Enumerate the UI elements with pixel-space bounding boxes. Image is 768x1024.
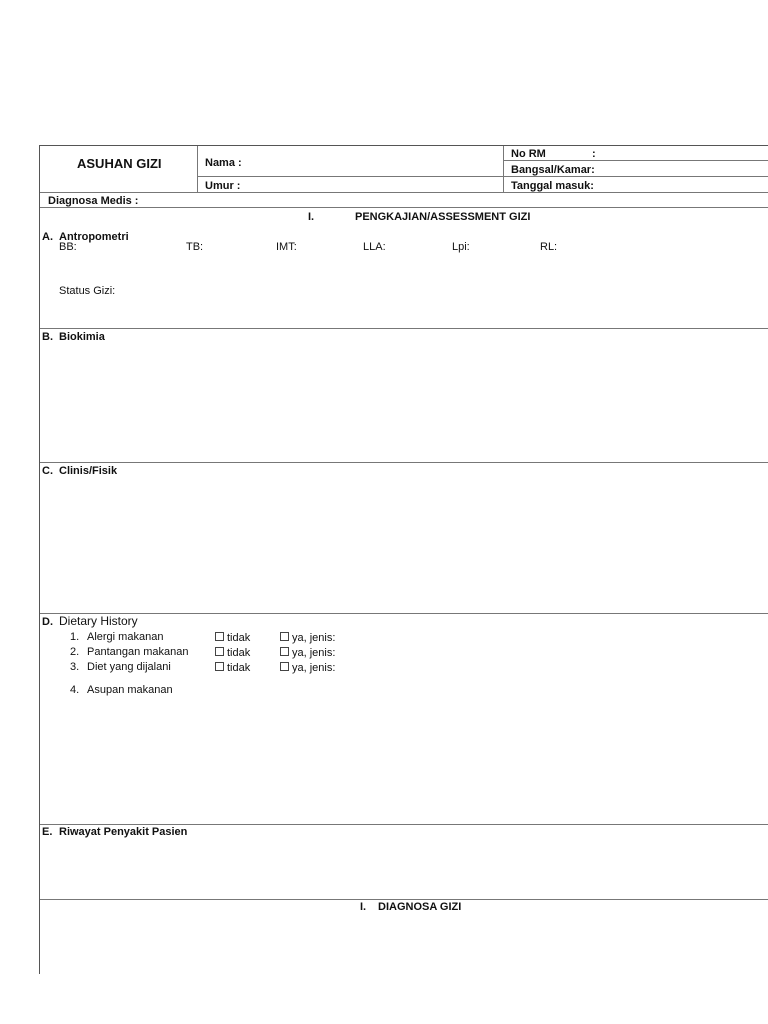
rl-field: RL:	[540, 241, 558, 253]
nama-umur-separator	[197, 176, 503, 177]
lla-field: LLA:	[363, 241, 386, 253]
diet-item-1-num: 1.	[70, 631, 80, 643]
section-c-title: Clinis/Fisik	[59, 465, 118, 477]
section-c-letter: C.	[42, 465, 53, 477]
diet-item-2-option-yes[interactable]	[280, 647, 335, 660]
diet-item-3-label: Diet yang dijalani	[87, 661, 171, 673]
option-no-label: tidak	[227, 632, 251, 644]
option-no-label: tidak	[227, 647, 251, 659]
diet-item-4-label: Asupan makanan	[87, 684, 173, 696]
header-bottom-line	[40, 192, 768, 193]
checkbox-icon[interactable]	[280, 632, 289, 641]
section-a-letter: A.	[42, 231, 53, 243]
section-d-title: Dietary History	[59, 614, 138, 628]
no-rm-label: No RM	[511, 148, 546, 160]
diet-item-2-option-no[interactable]	[215, 647, 250, 660]
checkbox-icon[interactable]	[215, 662, 224, 671]
section-b-title: Biokimia	[59, 331, 105, 343]
imt-field: IMT:	[276, 241, 297, 253]
section-b-letter: B.	[42, 331, 53, 343]
umur-label: Umur :	[205, 180, 241, 192]
option-no-label: tidak	[227, 662, 251, 674]
lpi-field: Lpi:	[452, 241, 470, 253]
diet-item-3-option-yes[interactable]	[280, 662, 335, 675]
diagnosa-medis-label: Diagnosa Medis :	[48, 195, 139, 207]
section-a-bottom-line	[40, 328, 768, 329]
diagnosa-number: I.	[360, 901, 367, 913]
tb-field: TB:	[186, 241, 204, 253]
diet-item-2-num: 2.	[70, 646, 80, 658]
status-gizi-label: Status Gizi:	[59, 285, 116, 297]
header-divider-2	[503, 146, 504, 192]
bb-field: BB:	[59, 241, 77, 253]
diet-item-4-num: 4.	[70, 684, 80, 696]
checkbox-icon[interactable]	[215, 647, 224, 656]
option-yes-label: ya, jenis:	[292, 632, 336, 644]
tanggal-masuk-label: Tanggal masuk:	[511, 180, 594, 192]
checkbox-icon[interactable]	[215, 632, 224, 641]
section-a-title: Antropometri	[59, 231, 129, 243]
option-yes-label: ya, jenis:	[292, 647, 336, 659]
section-d-letter: D.	[42, 616, 53, 628]
section-c-bottom-line	[40, 613, 768, 614]
section-d-bottom-line	[40, 824, 768, 825]
bangsal-label: Bangsal/Kamar:	[511, 164, 595, 176]
header-divider-1	[197, 146, 198, 192]
form-title: ASUHAN GIZI	[77, 156, 162, 171]
diagnosa-title: DIAGNOSA GIZI	[378, 901, 462, 913]
no-rm-colon: :	[592, 148, 596, 160]
section-b-bottom-line	[40, 462, 768, 463]
diagnosa-medis-line	[40, 207, 768, 208]
asuhan-gizi-form	[39, 145, 768, 974]
section-e-title: Riwayat Penyakit Pasien	[59, 826, 188, 838]
nama-label: Nama :	[205, 157, 242, 169]
diet-item-3-num: 3.	[70, 661, 80, 673]
diet-item-2-label: Pantangan makanan	[87, 646, 189, 658]
diet-item-1-option-no[interactable]	[215, 632, 250, 645]
diet-item-1-label: Alergi makanan	[87, 631, 164, 643]
option-yes-label: ya, jenis:	[292, 662, 336, 674]
section-e-bottom-line	[40, 899, 768, 900]
diet-item-1-option-yes[interactable]	[280, 632, 335, 645]
assessment-number: I.	[308, 211, 315, 223]
checkbox-icon[interactable]	[280, 662, 289, 671]
diet-item-3-option-no[interactable]	[215, 662, 250, 675]
assessment-title: PENGKAJIAN/ASSESSMENT GIZI	[355, 211, 531, 223]
section-e-letter: E.	[42, 826, 53, 838]
checkbox-icon[interactable]	[280, 647, 289, 656]
